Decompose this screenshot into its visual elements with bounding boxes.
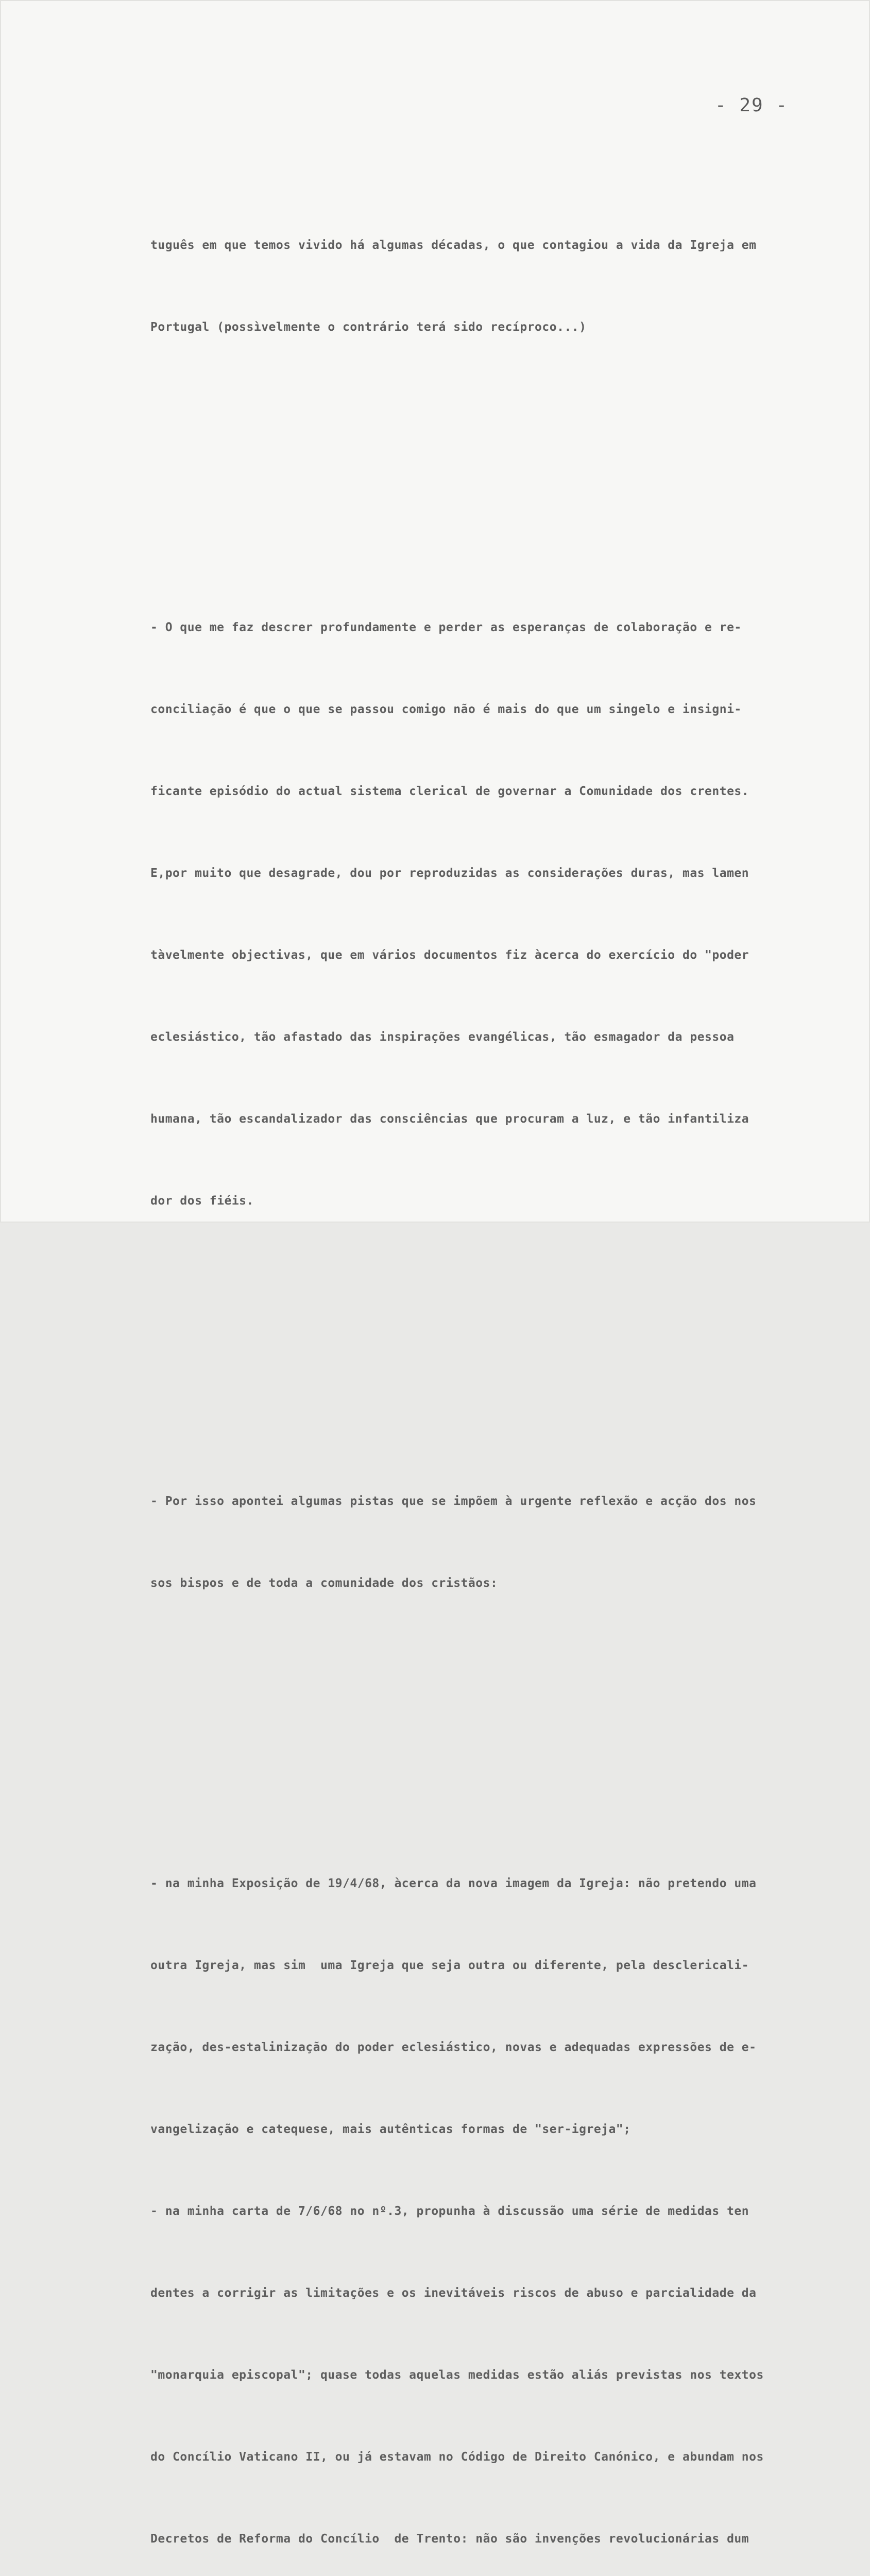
- text-line: do Concílio Vaticano II, ou já estavam no Código de Direito Canónico, e abundam nos: [150, 2450, 764, 2464]
- paragraph: [150, 1816, 835, 2576]
- text-line: tàvelmente objectivas, que em vários documentos fiz àcerca do exercício do "poder: [150, 948, 749, 962]
- text-line: - na minha carta de 7/6/68 no nº.3, propunha à discussão uma série de medidas ten: [150, 2205, 749, 2218]
- text-line: humana, tão escandalizador das consciências que procuram a luz, e tão infantiliza: [150, 1112, 749, 1126]
- text-line: zação, des-estalinização do poder eclesiástico, novas e adequadas expressões de e-: [150, 2041, 757, 2054]
- text-line: sos bispos e de toda a comunidade dos cristãos:: [150, 1577, 498, 1590]
- text-line: dor dos fiéis.: [150, 1194, 254, 1208]
- text-line: ficante episódio do actual sistema clerical de governar a Comunidade dos crentes.: [150, 785, 749, 798]
- page-number: - 29 -: [715, 95, 789, 116]
- text-line: Portugal (possìvelmente o contrário terá sido recíproco...): [150, 320, 587, 334]
- text-line: eclesiástico, tão afastado das inspirações evangélicas, tão esmagador da pessoa: [150, 1030, 735, 1044]
- paragraph: [150, 560, 835, 1269]
- text-line: - O que me faz descrer profundamente e perder as esperanças de colaboração e re-: [150, 621, 742, 634]
- paragraph: [150, 177, 835, 396]
- text-line: conciliação é que o que se passou comigo não é mais do que um singelo e insigni-: [150, 703, 742, 716]
- text-line: vangelização e catequese, mais autênticas formas de "ser-igreja";: [150, 2123, 631, 2136]
- paragraph-spacer: [150, 450, 835, 478]
- text-line: dentes a corrigir as limitações e os inevitáveis riscos de abuso e parcialidade da: [150, 2286, 757, 2300]
- document-body: [150, 123, 835, 2576]
- text-line: E,por muito que desagrade, dou por reproduzidas as considerações duras, mas lamen: [150, 867, 749, 880]
- paragraph: [150, 1433, 835, 1652]
- text-line: outra Igreja, mas sim uma Igreja que seja outra ou diferente, pela desclericali-: [150, 1959, 749, 1972]
- text-line: tuguês em que temos vivido há algumas décadas, o que contagiou a vida da Igreja em: [150, 239, 757, 252]
- paragraph-spacer: [150, 1324, 835, 1351]
- paragraph-spacer: [150, 1706, 835, 1734]
- text-line: Decretos de Reforma do Concílio de Trento: não são invenções revolucionárias dum: [150, 2532, 749, 2546]
- text-line: - Por isso apontei algumas pistas que se impõem à urgente reflexão e acção dos nos: [150, 1495, 757, 1508]
- text-line: - na minha Exposição de 19/4/68, àcerca da nova imagem da Igreja: não pretendo uma: [150, 1877, 757, 1890]
- text-line: "monarquia episcopal"; quase todas aquelas medidas estão aliás previstas nos textos: [150, 2368, 764, 2382]
